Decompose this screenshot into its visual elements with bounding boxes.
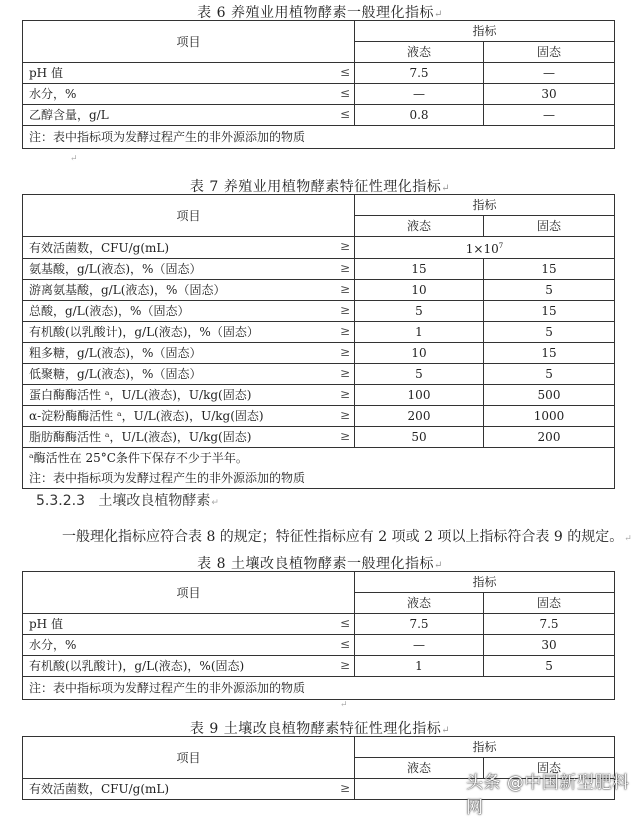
table-row xyxy=(23,343,615,364)
table-row xyxy=(23,105,615,126)
table7-caption xyxy=(0,176,640,196)
cell-liquid: 15 xyxy=(355,259,484,280)
header-liquid: 液态 xyxy=(355,593,484,614)
operator: ≥ xyxy=(339,387,350,401)
cell-liquid: 7.5 xyxy=(355,614,484,635)
item-label: 蛋白酶酶活性 ᵃ，U/L(液态)，U/kg(固态) xyxy=(29,388,252,402)
table-note: 注：表中指标项为发酵过程产生的非外源添加的物质 xyxy=(29,471,306,485)
cell-solid: 200 xyxy=(484,427,615,448)
header-indicator: 指标 xyxy=(355,737,615,758)
table-row xyxy=(23,364,615,385)
header-liquid: 液态 xyxy=(355,758,484,779)
table8 xyxy=(22,571,615,700)
table-row xyxy=(23,656,615,677)
header-solid: 固态 xyxy=(484,42,615,63)
section-title: 土壤改良植物酵素 xyxy=(98,493,211,509)
table-notes xyxy=(23,448,615,489)
cell-liquid: 10 xyxy=(355,280,484,301)
paragraph-mark: ↵ xyxy=(340,700,348,710)
cell-solid: 15 xyxy=(484,259,615,280)
operator: ≥ xyxy=(339,781,350,795)
cell-solid: — xyxy=(484,63,615,84)
table7 xyxy=(22,194,615,489)
item-label: 有效活菌数，CFU/g(mL) xyxy=(29,240,170,255)
header-solid: 固态 xyxy=(484,758,615,779)
paragraph-mark: ↵ xyxy=(441,183,451,194)
header-solid: 固态 xyxy=(484,593,615,614)
cell-solid: 30 xyxy=(484,84,615,105)
header-item: 项目 xyxy=(23,195,355,237)
table-row xyxy=(23,614,615,635)
paragraph-mark: ↵ xyxy=(433,9,443,20)
operator: ≥ xyxy=(339,239,350,253)
table-note: 注：表中指标项为发酵过程产生的非外源添加的物质 xyxy=(23,126,615,149)
paragraph-mark: ↵ xyxy=(70,154,78,164)
item-label: 氨基酸，g/L(液态)，%（固态） xyxy=(29,262,202,276)
value-exponent: 7 xyxy=(498,242,504,250)
row-item xyxy=(23,301,355,322)
table6 xyxy=(22,20,615,149)
operator: ≥ xyxy=(339,345,350,359)
table-row xyxy=(23,84,615,105)
table-note-row xyxy=(23,677,615,700)
caption-text: 表 6 养殖业用植物酵素一般理化指标 xyxy=(197,5,434,21)
operator: ≥ xyxy=(339,303,350,317)
cell-liquid: 10 xyxy=(355,343,484,364)
caption-text: 表 7 养殖业用植物酵素特征性理化指标 xyxy=(189,179,442,195)
table-note-row xyxy=(23,448,615,489)
operator: ≥ xyxy=(339,282,350,296)
operator: ≤ xyxy=(339,616,350,630)
cell-solid: 5 xyxy=(484,656,615,677)
item-label: 脂肪酶酶活性 ᵃ，U/L(液态)，U/kg(固态) xyxy=(29,430,252,444)
cell-solid: 15 xyxy=(484,301,615,322)
table-row xyxy=(23,385,615,406)
cell-liquid: 100 xyxy=(355,385,484,406)
header-indicator: 指标 xyxy=(355,195,615,216)
cell-liquid: 200 xyxy=(355,406,484,427)
cell-solid: 500 xyxy=(484,385,615,406)
table-row xyxy=(23,635,615,656)
cell-liquid: 5 xyxy=(355,301,484,322)
row-item xyxy=(23,656,355,677)
row-item xyxy=(23,237,355,259)
cell-liquid: — xyxy=(355,635,484,656)
caption-text: 表 8 土壤改良植物酵素一般理化指标 xyxy=(197,556,434,572)
table-row xyxy=(23,259,615,280)
cell-liquid: 7.5 xyxy=(355,63,484,84)
table-row xyxy=(23,237,615,259)
row-item xyxy=(23,105,355,126)
row-item xyxy=(23,406,355,427)
row-item xyxy=(23,259,355,280)
paragraph-mark: ↵ xyxy=(441,725,451,736)
item-label: 总酸，g/L(液态)，%（固态） xyxy=(29,304,190,318)
item-label: α-淀粉酶酶活性 ᵃ，U/L(液态)，U/kg(固态) xyxy=(29,409,264,423)
item-label: 游离氨基酸，g/L(液态)，%（固态） xyxy=(29,283,226,297)
table-note: 注：表中指标项为发酵过程产生的非外源添加的物质 xyxy=(23,677,615,700)
row-item xyxy=(23,364,355,385)
table6-caption xyxy=(0,2,640,22)
row-item xyxy=(23,343,355,364)
table-row xyxy=(23,406,615,427)
cell-solid: — xyxy=(484,105,615,126)
cell-liquid: 1 xyxy=(355,656,484,677)
cell-solid: 15 xyxy=(484,343,615,364)
table-header-row xyxy=(23,737,615,758)
table-header-row xyxy=(23,21,615,42)
footnote: ᵃ酶活性在 25°C条件下保存不少于半年。 xyxy=(29,451,248,465)
header-item: 项目 xyxy=(23,572,355,614)
paragraph-text: 一般理化指标应符合表 8 的规定；特征性指标应有 2 项或 2 项以上指标符合表 9 的规定。 xyxy=(62,529,624,545)
operator: ≥ xyxy=(339,429,350,443)
table-row xyxy=(23,427,615,448)
paragraph-mark: ↵ xyxy=(433,560,443,571)
cell-liquid: 50 xyxy=(355,427,484,448)
row-item xyxy=(23,635,355,656)
item-label: 有机酸(以乳酸计)，g/L(液态)，%（固态） xyxy=(29,325,259,339)
paragraph-mark: ↵ xyxy=(624,534,632,544)
operator: ≥ xyxy=(339,658,350,672)
item-label: 水分，% xyxy=(29,87,77,101)
operator: ≤ xyxy=(339,65,350,79)
item-label: 粗多糖，g/L(液态)，%（固态） xyxy=(29,346,202,360)
operator: ≥ xyxy=(339,366,350,380)
table-note-row xyxy=(23,126,615,149)
cell-solid: 30 xyxy=(484,635,615,656)
item-label: pH 值 xyxy=(29,617,63,631)
table9-caption xyxy=(0,718,640,738)
row-item xyxy=(23,779,355,800)
cell-solid: 5 xyxy=(484,322,615,343)
cell-solid: 5 xyxy=(484,364,615,385)
row-item xyxy=(23,427,355,448)
item-label: 低聚糖，g/L(液态)，%（固态） xyxy=(29,367,202,381)
operator: ≥ xyxy=(339,324,350,338)
item-label: 乙醇含量，g/L xyxy=(29,108,109,122)
operator: ≥ xyxy=(339,408,350,422)
row-item xyxy=(23,84,355,105)
header-indicator: 指标 xyxy=(355,21,615,42)
header-liquid: 液态 xyxy=(355,216,484,237)
cell-liquid: 5 xyxy=(355,364,484,385)
operator: ≥ xyxy=(339,261,350,275)
cell-liquid: 1 xyxy=(355,322,484,343)
watermark: 头条 @中国新型肥料网 xyxy=(466,773,630,818)
header-item: 项目 xyxy=(23,737,355,779)
row-item xyxy=(23,322,355,343)
row-item xyxy=(23,63,355,84)
table-row xyxy=(23,280,615,301)
operator: ≤ xyxy=(339,637,350,651)
row-item xyxy=(23,385,355,406)
table-row xyxy=(23,63,615,84)
cell-solid: 7.5 xyxy=(484,614,615,635)
header-solid: 固态 xyxy=(484,216,615,237)
operator: ≤ xyxy=(339,107,350,121)
cell-solid: 5 xyxy=(484,280,615,301)
table8-caption xyxy=(0,553,640,573)
header-item: 项目 xyxy=(23,21,355,63)
row-item xyxy=(23,614,355,635)
operator: ≤ xyxy=(339,86,350,100)
cell-liquid: 0.8 xyxy=(355,105,484,126)
cell-merged-value xyxy=(355,237,615,259)
section-heading xyxy=(36,490,219,510)
table-row xyxy=(23,301,615,322)
item-label: 水分，% xyxy=(29,638,77,652)
item-label: pH 值 xyxy=(29,66,63,80)
table-header-row xyxy=(23,572,615,593)
header-indicator: 指标 xyxy=(355,572,615,593)
item-label: 有机酸(以乳酸计)，g/L(液态)，%(固态) xyxy=(29,659,245,673)
cell-liquid: — xyxy=(355,84,484,105)
item-label: 有效活菌数，CFU/g(mL) xyxy=(29,782,170,796)
section-paragraph xyxy=(62,526,632,546)
table-header-row xyxy=(23,195,615,216)
caption-text: 表 9 土壤改良植物酵素特征性理化指标 xyxy=(189,721,442,737)
value-base: 1×10 xyxy=(465,242,499,256)
table-row xyxy=(23,322,615,343)
header-liquid: 液态 xyxy=(355,42,484,63)
row-item xyxy=(23,280,355,301)
cell-solid: 1000 xyxy=(484,406,615,427)
paragraph-mark: ↵ xyxy=(211,498,219,508)
section-number: 5.3.2.3 xyxy=(36,493,85,509)
